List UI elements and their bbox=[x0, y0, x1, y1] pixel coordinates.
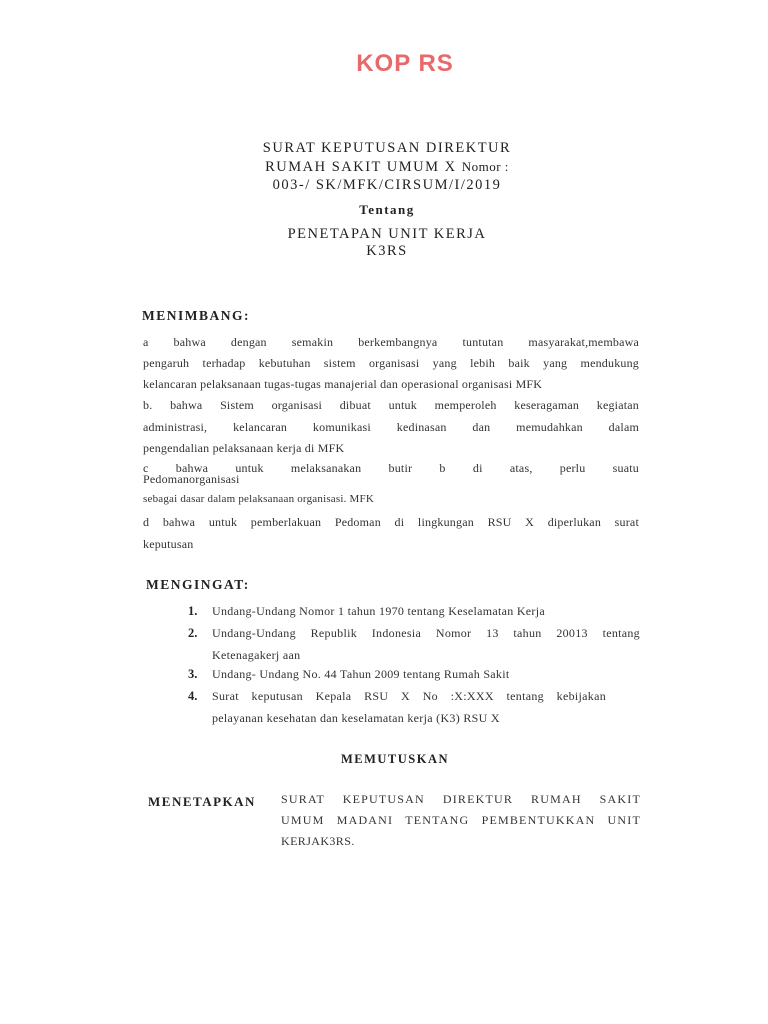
mengingat-item-number: 1. bbox=[188, 604, 198, 618]
mengingat-item-number: 3. bbox=[188, 667, 198, 681]
menimbang-heading: MENIMBANG: bbox=[142, 308, 250, 323]
mengingat-heading: MENGINGAT: bbox=[146, 577, 250, 592]
mengingat-item-text: Surat keputusan Kepala RSU X No :X:XXX tentang kebijakan bbox=[212, 689, 606, 703]
menimbang-line: c bahwa untuk melaksanakan butir b di atas, perlu suatu bbox=[143, 461, 639, 475]
title-subject-line-1: PENETAPAN UNIT KERJA bbox=[287, 226, 487, 242]
menimbang-line: a bahwa dengan semakin berkembangnya tuntutan masyarakat,membawa bbox=[143, 335, 639, 349]
menetapkan-text-line: KERJAK3RS. bbox=[281, 834, 355, 848]
menimbang-line: kelancaran pelaksanaan tugas-tugas manajerial dan operasional organisasi MFK bbox=[143, 377, 543, 391]
menetapkan-text-line: SURAT KEPUTUSAN DIREKTUR RUMAH SAKIT bbox=[281, 792, 641, 806]
mengingat-item-text: pelayanan kesehatan dan keselamatan kerja (K3) RSU X bbox=[212, 711, 500, 725]
menimbang-line: Pedomanorganisasi bbox=[143, 472, 240, 486]
title-subject-line-2: K3RS bbox=[366, 243, 408, 259]
mengingat-item-text: Undang-Undang Nomor 1 tahun 1970 tentang Keselamatan Kerja bbox=[212, 604, 545, 618]
menimbang-line: pengendalian pelaksanaan kerja di MFK bbox=[143, 441, 345, 455]
letterhead-kop: KOP RS bbox=[356, 50, 454, 77]
menimbang-line: d bahwa untuk pemberlakuan Pedoman di lingkungan RSU X diperlukan surat bbox=[143, 515, 639, 529]
memutuskan-heading: MEMUTUSKAN bbox=[340, 752, 450, 766]
title-line-1: SURAT KEPUTUSAN DIREKTUR bbox=[262, 140, 512, 156]
mengingat-item-number: 4. bbox=[188, 689, 198, 703]
title-line-3-number: 003-/ SK/MFK/CIRSUM/I/2019 bbox=[272, 177, 502, 193]
mengingat-item-text: Undang- Undang No. 44 Tahun 2009 tentang Rumah Sakit bbox=[212, 667, 510, 681]
title-line-2 bbox=[0, 159, 768, 176]
title-tentang: Tentang bbox=[359, 202, 415, 217]
menimbang-line: sebagai dasar dalam pelaksanaan organisasi. MFK bbox=[143, 493, 374, 505]
menimbang-line: pengaruh terhadap kebutuhan sistem organisasi yang lebih baik yang mendukung bbox=[143, 356, 639, 370]
mengingat-item-text: Ketenagakerj aan bbox=[212, 648, 301, 662]
mengingat-item-number: 2. bbox=[188, 626, 198, 640]
menimbang-line: keputusan bbox=[143, 537, 194, 551]
menimbang-line: administrasi, kelancaran komunikasi kedinasan dan memudahkan dalam bbox=[143, 420, 639, 434]
menimbang-line: b. bahwa Sistem organisasi dibuat untuk memperoleh keseragaman kegiatan bbox=[143, 398, 639, 412]
menetapkan-text-line: UMUM MADANI TENTANG PEMBENTUKKAN UNIT bbox=[281, 813, 641, 827]
mengingat-item-text: Undang-Undang Republik Indonesia Nomor 13 tahun 20013 tentang bbox=[212, 626, 640, 640]
menetapkan-label: MENETAPKAN bbox=[148, 794, 256, 809]
title-line-2-main: RUMAH SAKIT UMUM X bbox=[265, 159, 457, 175]
title-line-2-nomor: Nomor : bbox=[461, 159, 509, 174]
